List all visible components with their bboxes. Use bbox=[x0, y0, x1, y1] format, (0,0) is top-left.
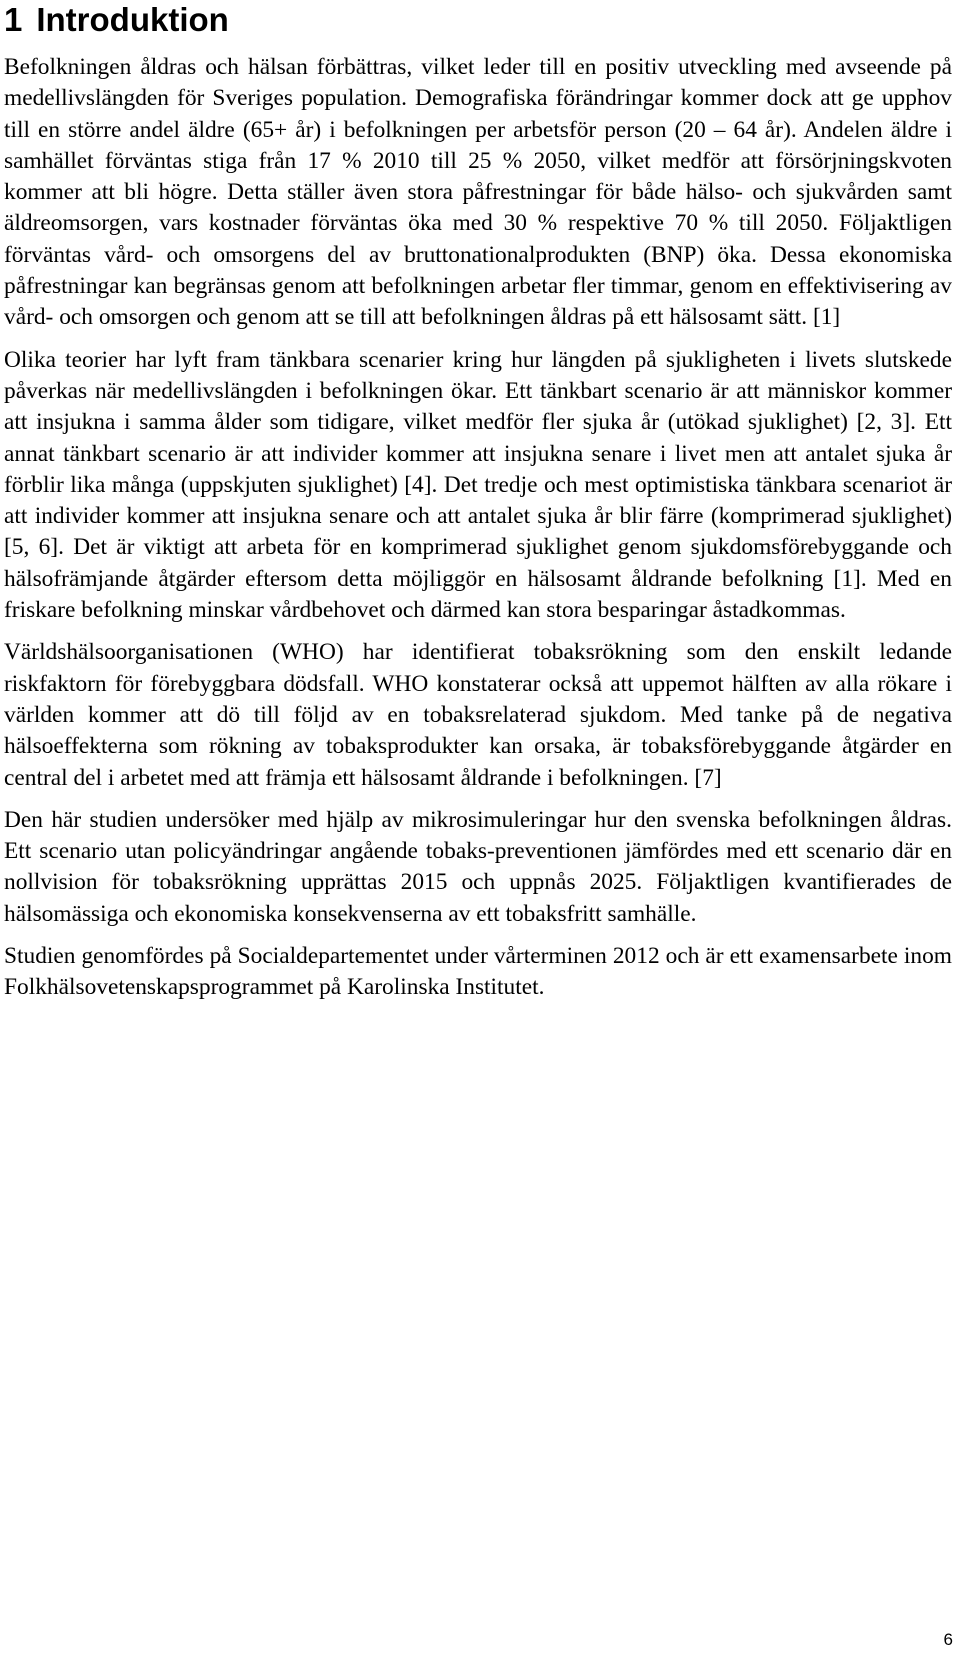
paragraph-2: Olika teorier har lyft fram tänkbara scenarier kring hur längden på sjukligheten i livets slutskede påverkas när medellivslängden i befolkningen ökar. Ett tänkbart scenario är att människor kommer att insjukna i samma ålder som tidigare, vilket medför fler sjuka år (utökad sjuklighet) [2, 3]. Ett annat tänkbart scenario är att individer kommer att insjukna senare i livet men att antalet sjuka år förblir lika många (uppskjuten sjuklighet) [4]. Det tredje och mest optimistiska tänkbara scenariot är att individer kommer att insjukna senare och att antalet sjuka år blir färre (komprimerad sjuklighet) [5, 6]. Det är viktigt att arbeta för en komprimerad sjuklighet genom sjukdomsförebyggande och hälsofrämjande åtgärder eftersom detta möjliggör en hälsosamt åldrande befolkning [1]. Med en friskare befolkning minskar vårdbehovet och därmed kan stora besparingar åstadkommas. bbox=[4, 346, 952, 624]
paragraph-3: Världshälsoorganisationen (WHO) har identifierat tobaksrökning som den enskilt ledande riskfaktorn för förebyggbara dödsfall. WHO konstaterar också att uppemot hälften av alla rökare i världen kommer att dö till följd av en tobaksrelaterad sjukdom. Med tanke på de negativa hälsoeffekterna som rökning av tobaksprodukter kan orsaka, är tobaksförebyggande åtgärder en central del i arbetet med att främja ett hälsosamt åldrande i befolkningen. [7] bbox=[4, 639, 952, 791]
paragraph-1: Befolkningen åldras och hälsan förbättras, vilket leder till en positiv utveckling med avseende på medellivslängden för Sveriges population. Demografiska förändringar kommer dock att ge upphov till en större andel äldre (65+ år) i befolkningen per arbetsför person (20 – 64 år). Andelen äldre i samhället förväntas stiga från 17 % 2010 till 25 % 2050, vilket medför att försörjningskvoten kommer att bli högre. Detta ställer även stora påfrestningar för både hälso- och sjukvården samt äldreomsorgen, vars kostnader förväntas öka med 30 % respektive 70 % till 2050. Följaktligen förväntas vård- och omsorgens del av bruttonationalprodukten (BNP) öka. Dessa ekonomiska påfrestningar kan begränsas genom att befolkningen arbetar fler timmar, genom en effektivisering av vård- och omsorgen och genom att se till att befolkningen åldras på ett hälsosamt sätt. [1] bbox=[4, 54, 952, 331]
paragraph-4: Den här studien undersöker med hjälp av mikrosimuleringar hur den svenska befolkningen åldras. Ett scenario utan policyändringar angående tobaks-preventionen jämfördes med ett scenario där en nollvision för tobaksrökning upprättas 2015 och uppnås 2025. Följaktligen kvantifierades de hälsomässiga och ekonomiska konsekvenserna av ett tobaksfritt samhälle. bbox=[4, 806, 952, 927]
section-heading bbox=[4, 0, 229, 40]
section-title: Introduktion bbox=[36, 1, 229, 38]
page-number: 6 bbox=[943, 1630, 953, 1649]
paragraph-5: Studien genomfördes på Socialdepartementet under vårterminen 2012 och är ett examensarbete inom Folkhälsovetenskapsprogrammet på Karolinska Institutet. bbox=[4, 943, 952, 1001]
body-text bbox=[4, 52, 952, 1015]
section-number: 1 bbox=[4, 1, 23, 38]
